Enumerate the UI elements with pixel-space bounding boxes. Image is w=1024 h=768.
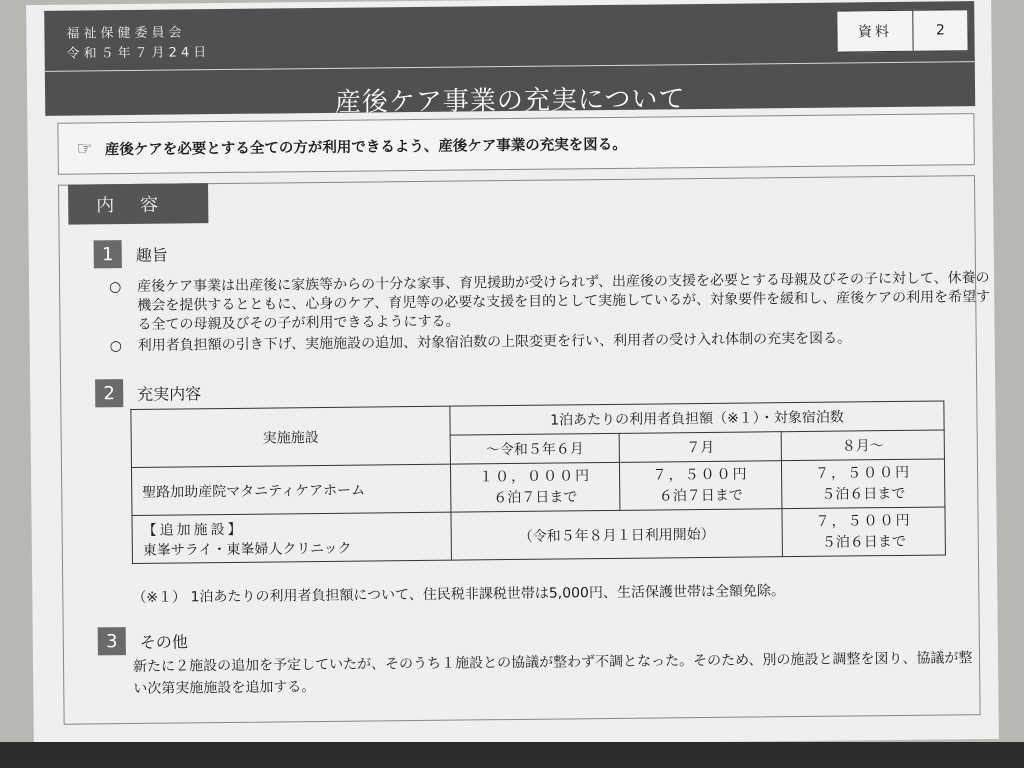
circle-bullet-icon: ○ xyxy=(109,279,122,296)
fee-cell xyxy=(450,462,619,512)
document-header xyxy=(44,1,975,116)
facility-prefix: 【追加施設】 xyxy=(142,521,245,539)
section-2-heading xyxy=(95,378,201,407)
stay-limit: ５泊６日まで xyxy=(821,485,906,503)
facility-label: 聖路加助産院マタニティケアホーム xyxy=(142,482,366,501)
facility-header: 実施施設 xyxy=(131,406,451,467)
meeting-info xyxy=(66,23,210,65)
facility-name xyxy=(132,512,451,563)
section-number: 2 xyxy=(95,379,123,407)
meeting-date: 令和５年７月24日 xyxy=(66,45,211,62)
section-1-heading xyxy=(94,240,168,269)
fee-amount: ７，５００円 xyxy=(815,512,912,530)
fee-cell xyxy=(781,459,944,509)
document-label: 資料 xyxy=(837,11,913,52)
period-header: ８月～ xyxy=(781,430,944,461)
section-title: 趣旨 xyxy=(135,245,168,265)
burden-group-header: 1泊あたりの利用者負担額（※１）・対象宿泊数 xyxy=(450,401,944,435)
circle-bullet-icon: ○ xyxy=(109,338,123,355)
footnote: （※１） 1泊あたりの利用者負担額について、住民税非課税世帯は5,000円、生活保護世帯は全額免除。 xyxy=(132,583,786,606)
purpose-bullet-1 xyxy=(109,269,998,335)
facility-label: 東峯サライ・東峯婦人クリニック xyxy=(142,540,352,559)
stay-limit: ６泊７日まで xyxy=(658,487,743,505)
committee-name: 福祉保健委員会 xyxy=(66,25,186,42)
fee-amount: １０，０００円 xyxy=(479,468,592,486)
stay-limit: ５泊６日まで xyxy=(821,533,906,551)
enhancement-table xyxy=(130,400,946,564)
document-title: 産後ケア事業の充実について xyxy=(334,84,686,118)
section-number: 3 xyxy=(98,627,126,655)
fee-amount: ７，５００円 xyxy=(814,464,912,482)
other-text: 新たに２施設の追加を予定していたが、そのうち１施設との協議が整わず不調となった。そのため、別の施設と調整を図り、協議が整い次第実施施設を追加する。 xyxy=(132,650,973,697)
stay-limit: ６泊７日まで xyxy=(493,489,578,507)
section-3-heading xyxy=(98,626,188,655)
section-number: 1 xyxy=(94,240,122,268)
document-number: 2 xyxy=(935,22,945,39)
summary-box xyxy=(57,113,974,175)
document-number-box xyxy=(836,9,968,52)
start-date-note: （令和５年８月１日利用開始） xyxy=(451,509,782,560)
bullet-text: 産後ケア事業は出産後に家族等からの十分な家事、育児援助が受けられず、出産後の支援を必要とする母親及びその子に対して、休養の機会を提供するとともに、心身のケア、育児等の必要な支援を目的として実施しているが、対象要件を緩和し、産後ケアの利用を希望する全ての母親及びその子が利用できるようにする。 xyxy=(137,269,991,333)
facility-name xyxy=(131,464,450,515)
period-header: ７月 xyxy=(619,432,781,463)
section-title: 充実内容 xyxy=(137,383,202,404)
document-sheet xyxy=(26,0,999,749)
period-header: ～令和５年６月 xyxy=(450,433,619,464)
section-title: その他 xyxy=(139,631,188,652)
bullet-text: 利用者負担額の引き下げ、実施施設の追加、対象宿泊数の上限変更を行い、利用者の受け入れ体制の充実を図る。 xyxy=(137,330,852,354)
pointing-hand-icon: ☞ xyxy=(76,137,93,160)
summary-text: 産後ケアを必要とする全ての方が利用できるよう、産後ケア事業の充実を図る。 xyxy=(104,136,627,158)
table-row xyxy=(131,459,944,516)
fee-amount: ７，５００円 xyxy=(652,466,749,484)
desk-edge xyxy=(0,742,1024,768)
fee-cell xyxy=(782,507,945,557)
fee-cell xyxy=(619,461,781,511)
table-row xyxy=(132,507,945,564)
content-tab: 内容 xyxy=(68,183,208,224)
